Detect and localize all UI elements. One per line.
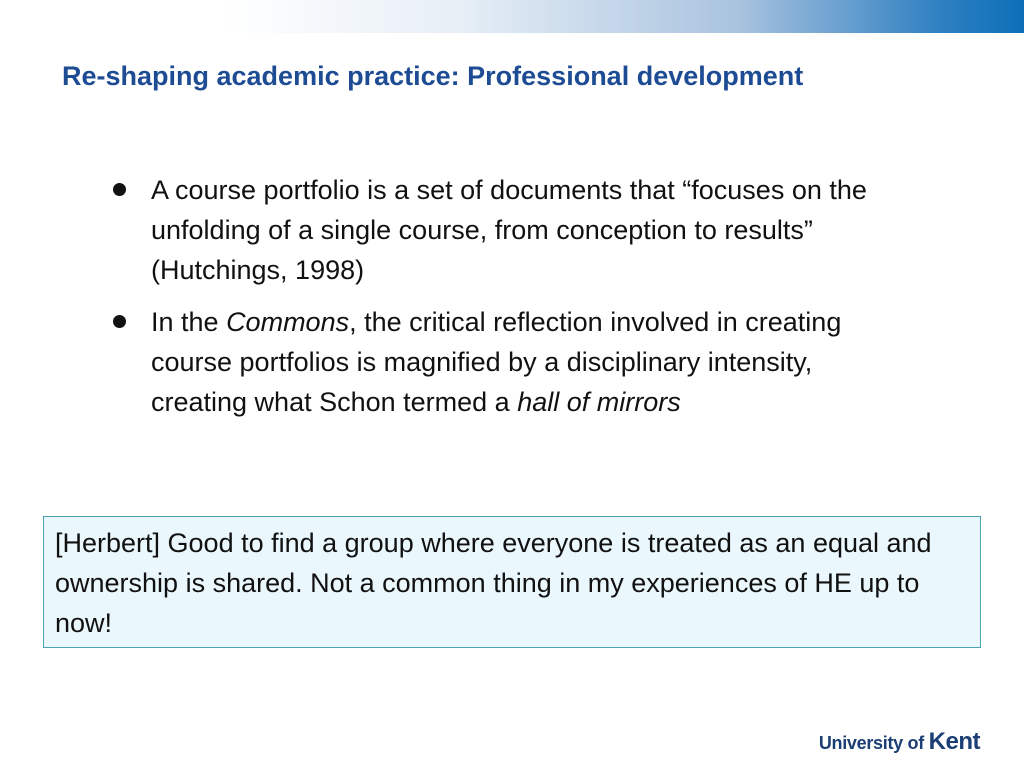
logo-text-large: Kent [928, 728, 980, 755]
bullet-icon [113, 183, 126, 196]
italic-term-commons: Commons [226, 307, 350, 337]
top-gradient-bar [0, 0, 1024, 33]
italic-term-hall-of-mirrors: hall of mirrors [517, 387, 681, 417]
bullet-item [110, 170, 910, 290]
bullet-icon [113, 315, 126, 328]
bullet-text: A course portfolio is a set of documents that “focuses on the unfolding of a single course, from conception to results” (Hutchings, 1998) [151, 175, 867, 285]
bullet-item [110, 302, 910, 422]
bullet-list [110, 170, 910, 434]
university-logo [819, 728, 980, 756]
quote-box: [Herbert] Good to find a group where everyone is treated as an equal and ownership is shared. Not a common thing in my experiences of HE up to now! [43, 516, 981, 648]
slide-title: Re-shaping academic practice: Professional development [62, 61, 804, 91]
logo-text-small: University of [818, 733, 929, 753]
bullet-text-start: In the [151, 307, 227, 337]
bullet-text-middle: , the critical reflection involved in creating course portfolios is magnified by a disciplinary intensity, creating what Schon termed a [151, 307, 842, 417]
